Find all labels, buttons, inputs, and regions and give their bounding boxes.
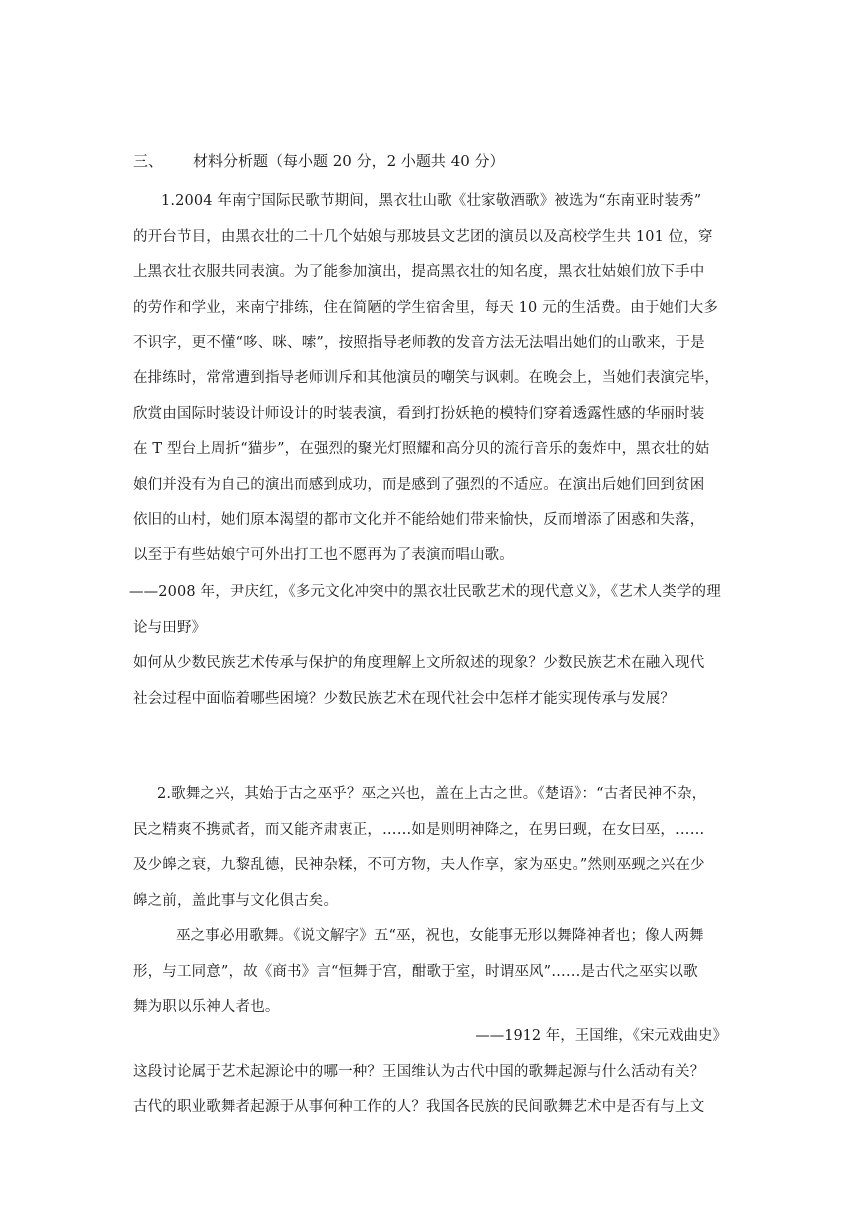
section-number: 三、 [133, 152, 164, 170]
q2-question-line: 这段讨论属于艺术起源论中的哪一种？王国维认为古代中国的歌舞起源与什么活动有关？ [133, 1064, 705, 1080]
q1-line: 依旧的山村，她们原本渴望的都市文化并不能给她们带来愉快，反而增添了困惑和失落， [133, 512, 705, 528]
q1-line: 娘们并没有为自己的演出而感到成功，而是感到了强烈的不适应。在演出后她们回到贫困 [133, 477, 705, 493]
q1-line: 在排练时，常常遭到指导老师训斥和其他演员的嘲笑与讽刺。在晚会上，当她们表演完毕， [133, 370, 719, 386]
q1-line: 的劳作和学业，来南宁排练，住在简陋的学生宿舍里，每天 10 元的生活费。由于她们大多 [133, 300, 718, 316]
q2-line: 2.歌舞之兴，其始于古之巫乎？巫之兴也，盖在上古之世。《楚语》：“古者民神不杂， [157, 786, 707, 802]
q1-citation-line: ——2008 年，尹庆红，《多元文化冲突中的黑衣壮民歌艺术的现代意义》，《艺术人类学的理 [129, 584, 721, 600]
q1-line: 欣赏由国际时装设计师设计的时装表演，看到打扮妖艳的模特们穿着透露性感的华丽时装 [133, 406, 705, 422]
q1-question-line: 社会过程中面临着哪些困境？少数民族艺术在现代社会中怎样才能实现传承与发展？ [133, 691, 676, 707]
q1-citation-line: 论与田野》 [133, 620, 207, 636]
q2-line: 及少皞之衰，九黎乱德，民神杂糅，不可方物，夫人作享，家为巫史。”然则巫觋之兴在少 [133, 857, 705, 873]
q1-question-line: 如何从少数民族艺术传承与保护的角度理解上文所叙述的现象？少数民族艺术在融入现代 [133, 655, 705, 671]
q2-line: 舞为职以乐神人者也。 [133, 999, 280, 1015]
section-heading [133, 150, 505, 171]
section-title: 材料分析题（每小题 20 分，2 小题共 40 分） [193, 152, 505, 170]
q2-line: 皞之前，盖此事与文化俱古矣。 [133, 893, 339, 909]
q1-line: 的开台节目，由黑衣壮的二十几个姑娘与那坡县文艺团的演员以及高校学生共 101 位，穿 [133, 229, 713, 245]
q1-line: 以至于有些姑娘宁可外出打工也不愿再为了表演而唱山歌。 [133, 547, 514, 563]
q2-question-line: 古代的职业歌舞者起源于从事何种工作的人？我国各民族的民间歌舞艺术中是否有与上文 [133, 1099, 705, 1115]
q1-line: 不识字，更不懂“哆、咪、嗦”，按照指导老师教的发音方法无法唱出她们的山歌来，于是 [133, 335, 705, 351]
q1-line: 在 T 型台上周折“猫步”，在强烈的聚光灯照耀和高分贝的流行音乐的轰炸中，黑衣壮的姑 [133, 441, 710, 457]
q2-citation: ——1912 年，王国维，《宋元戏曲史》 [475, 1028, 727, 1044]
q1-line: 上黑衣壮衣服共同表演。为了能参加演出，提高黑衣壮的知名度，黑衣壮姑娘们放下手中 [133, 264, 705, 280]
q2-line: 形，与工同意”，故《商书》言“恒舞于宫，酣歌于室，时谓巫风”……是古代之巫实以歌 [133, 964, 698, 980]
q1-line: 1.2004 年南宁国际民歌节期间，黑衣壮山歌《壮家敬酒歌》被选为“东南亚时装秀” [161, 193, 702, 209]
q2-line: 民之精爽不携贰者，而又能齐肃衷正，……如是则明神降之，在男曰觋，在女曰巫，…… [133, 822, 705, 838]
q2-line: 巫之事必用歌舞。《说文解字》五“巫，祝也，女能事无形以舞降神者也；像人两舞 [176, 928, 704, 944]
